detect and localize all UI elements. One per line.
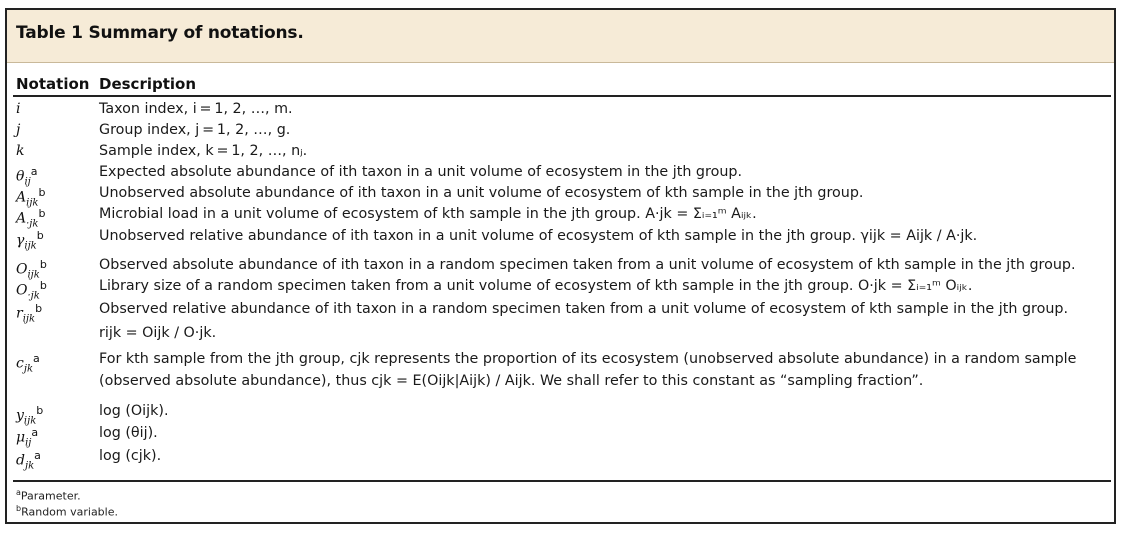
notation-description: Observed absolute abundance of ith taxon in a random specimen taken from a unit volume of ecosystem of kth sample in the jth group. (99, 257, 1076, 273)
notation-symbol: $\theta_{ij}^a$ (16, 165, 38, 188)
notation-description: Library size of a random specimen taken from a unit volume of ecosystem of kth sample in the jth group. O·jk = Σᵢ₌₁ᵐ Oᵢⱼₖ. (99, 278, 973, 294)
notation-symbol: $\gamma_{ijk}^b$ (16, 229, 44, 252)
notation-symbol: $r_{ijk}^b$ (16, 302, 43, 325)
footnote-b: $^b$Random variable. (16, 504, 118, 519)
notation-description: Unobserved absolute abundance of ith taxon in a unit volume of ecosystem of kth sample in the jth group. (99, 185, 864, 201)
notation-symbol: $c_{jk}^a$ (16, 352, 40, 375)
notation-description: For kth sample from the jth group, cjk represents the proportion of its ecosystem (unobserved absolute abundance) in a random sample (observed absolute abundance), thus cjk = E(Oijk|Aijk) / Aijk. We shall refer to this constant as “sampling fraction”. (99, 351, 1077, 389)
column-header-description: Description (99, 75, 197, 93)
footnote-a: $^a$Parameter. (16, 488, 81, 503)
notation-symbol: $d_{jk}^a$ (16, 449, 41, 472)
notation-description: Microbial load in a unit volume of ecosystem of kth sample in the jth group. A·jk = Σᵢ₌₁ᵐ Aᵢⱼₖ. (99, 206, 757, 222)
bottom-rule (13, 480, 1111, 482)
notation-symbol: $y_{ijk}^b$ (16, 404, 44, 427)
table-title: Table 1 Summary of notations. (16, 23, 304, 43)
notation-symbol: $A_{ijk}^b$ (16, 186, 46, 209)
notation-description: log (Oijk). (99, 403, 169, 419)
header-rule (13, 95, 1111, 97)
notation-description: Observed relative abundance of ith taxon in a random specimen taken from a unit volume of ecosystem of kth sample in the jth group. rijk = Oijk / O·jk. (99, 301, 1069, 341)
notation-description: log (θij). (99, 425, 158, 441)
notation-symbol: $\mu_{ij}^a$ (16, 426, 39, 449)
notation-symbol: $A_{\cdot jk}^b$ (16, 207, 46, 230)
notation-description: Sample index, k = 1, 2, …, nⱼ. (99, 143, 308, 159)
notation-description: Unobserved relative abundance of ith taxon in a unit volume of ecosystem of kth sample in the jth group. γijk = Aijk / A·jk. (99, 228, 978, 244)
notation-description: Taxon index, i = 1, 2, …, m. (99, 101, 293, 117)
title-band (7, 10, 1114, 63)
column-header-notation: Notation (16, 75, 90, 93)
notation-description: log (cjk). (99, 448, 162, 464)
notation-description: Expected absolute abundance of ith taxon in a unit volume of ecosystem in the jth group. (99, 164, 742, 180)
notation-symbol: i (16, 101, 21, 117)
notation-symbol: k (16, 143, 25, 159)
table-frame (5, 8, 1116, 524)
notation-symbol: $O_{\cdot jk}^b$ (16, 279, 47, 302)
notation-description: Group index, j = 1, 2, …, g. (99, 122, 291, 138)
notation-symbol: $O_{ijk}^b$ (16, 258, 47, 281)
notation-symbol: j (16, 122, 21, 138)
